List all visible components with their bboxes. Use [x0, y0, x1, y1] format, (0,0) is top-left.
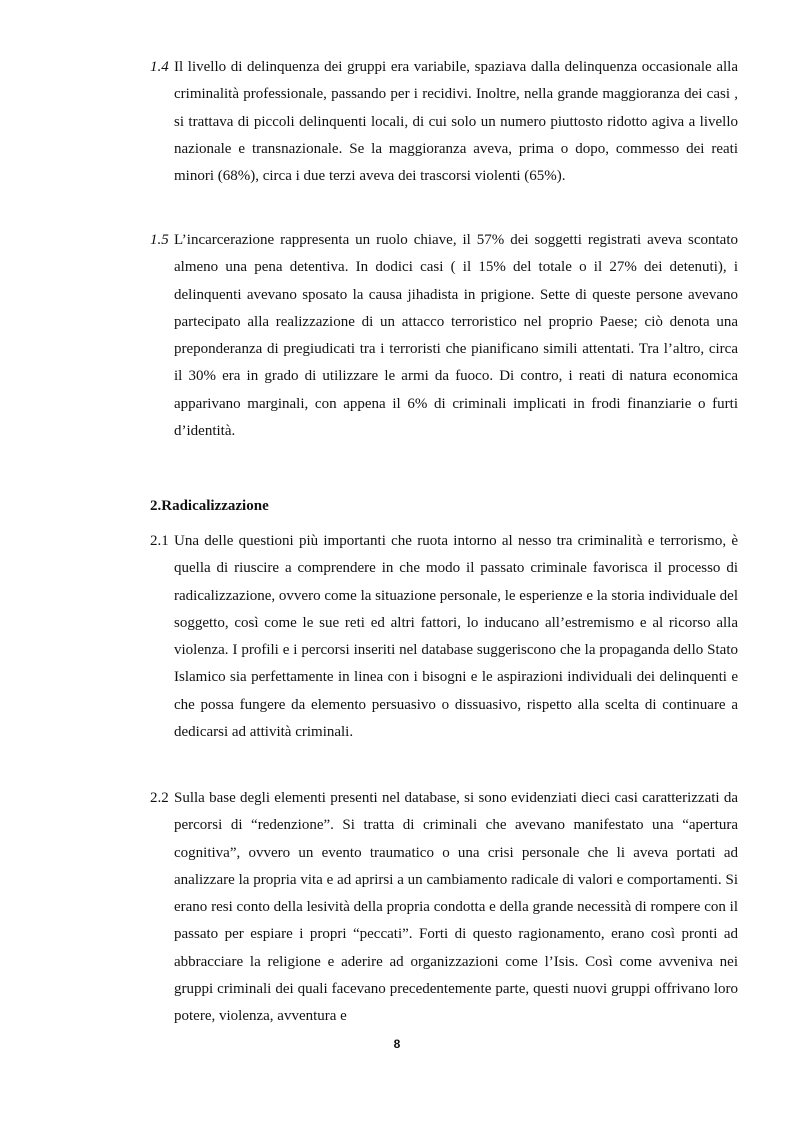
paragraph-2-1 — [150, 528, 738, 746]
paragraph-text: Il livello di delinquenza dei gruppi era variabile, spaziava dalla delinquenza occasionale alla criminalità professionale, passando per i recidivi. Inoltre, nella grande maggioranza dei casi , si trattava di piccoli delinquenti locali, di cui solo un numero piuttosto ridotto agiva a livello nazionale e transnazionale. Se la maggioranza aveva, prima o dopo, commesso dei reati minori (68%), circa i due terzi aveva dei trascorsi violenti (65%). — [174, 59, 738, 185]
paragraph-number: 2.2 — [150, 790, 169, 806]
paragraph-text: Una delle questioni più importanti che ruota intorno al nesso tra criminalità e terrorismo, è quella di riuscire a comprendere in che modo il passato criminale favorisca il processo di radicalizzazione, ovvero come la situazione personale, le esperienze e la storia individuale del soggetto, così come le sue reti ed altri fattori, lo inducano all’estremismo e al ricorso alla violenza. I profili e i percorsi inseriti nel database suggeriscono che la propaganda dello Stato Islamico sia perfettamente in linea con i bisogni e le aspirazioni individuali dei delinquenti e che possa fungere da elemento persuasivo o dissuasivo, rispetto alla scelta di continuare a dedicarsi ad attività criminali. — [174, 533, 738, 741]
paragraph-text: L’incarcerazione rappresenta un ruolo chiave, il 57% dei soggetti registrati aveva scontato almeno una pena detentiva. In dodici casi ( il 15% del totale o il 27% dei detenuti), i delinquenti avevano sposato la causa jihadista in prigione. Sette di queste persone avevano partecipato alla realizzazione di un attacco terroristico nel proprio Paese; ciò denota una preponderanza di pregiudicati tra i terroristi che pianificano simili attentati. Tra l’altro, circa il 30% era in grado di utilizzare le armi da fuoco. Di contro, i reati di natura economica apparivano marginali, con appena il 6% di criminali implicati in frodi finanziarie o furti d’identità. — [174, 232, 738, 440]
paragraph-number: 1.5 — [150, 232, 169, 248]
paragraph-2-2 — [150, 785, 738, 1031]
paragraph-number: 1.4 — [150, 59, 169, 75]
paragraph-1-5 — [150, 227, 738, 445]
paragraph-text: Sulla base degli elementi presenti nel database, si sono evidenziati dieci casi caratterizzati da percorsi di “redenzione”. Si tratta di criminali che avevano manifestato una “apertura cognitiva”, ovvero un evento traumatico o una crisi personale che li aveva portati ad analizzare la propria vita e ad aprirsi a un cambiamento radicale di valori e comportamenti. Si erano resi conto della lesività della propria condotta e della grande necessità di rompere con il passato per espiare i propri “peccati”. Forti di questo ragionamento, erano così pronti ad abbracciare la religione e aderire ad organizzazioni come l’Isis. Così come avveniva nei gruppi criminali dei quali facevano precedentemente parte, questi nuovi gruppi offrivano loro potere, violenza, avventura e — [174, 790, 738, 1025]
paragraph-1-4 — [150, 54, 738, 190]
section-heading: 2.Radicalizzazione — [150, 498, 269, 514]
page-number: 8 — [393, 1037, 401, 1051]
paragraph-number: 2.1 — [150, 533, 169, 549]
